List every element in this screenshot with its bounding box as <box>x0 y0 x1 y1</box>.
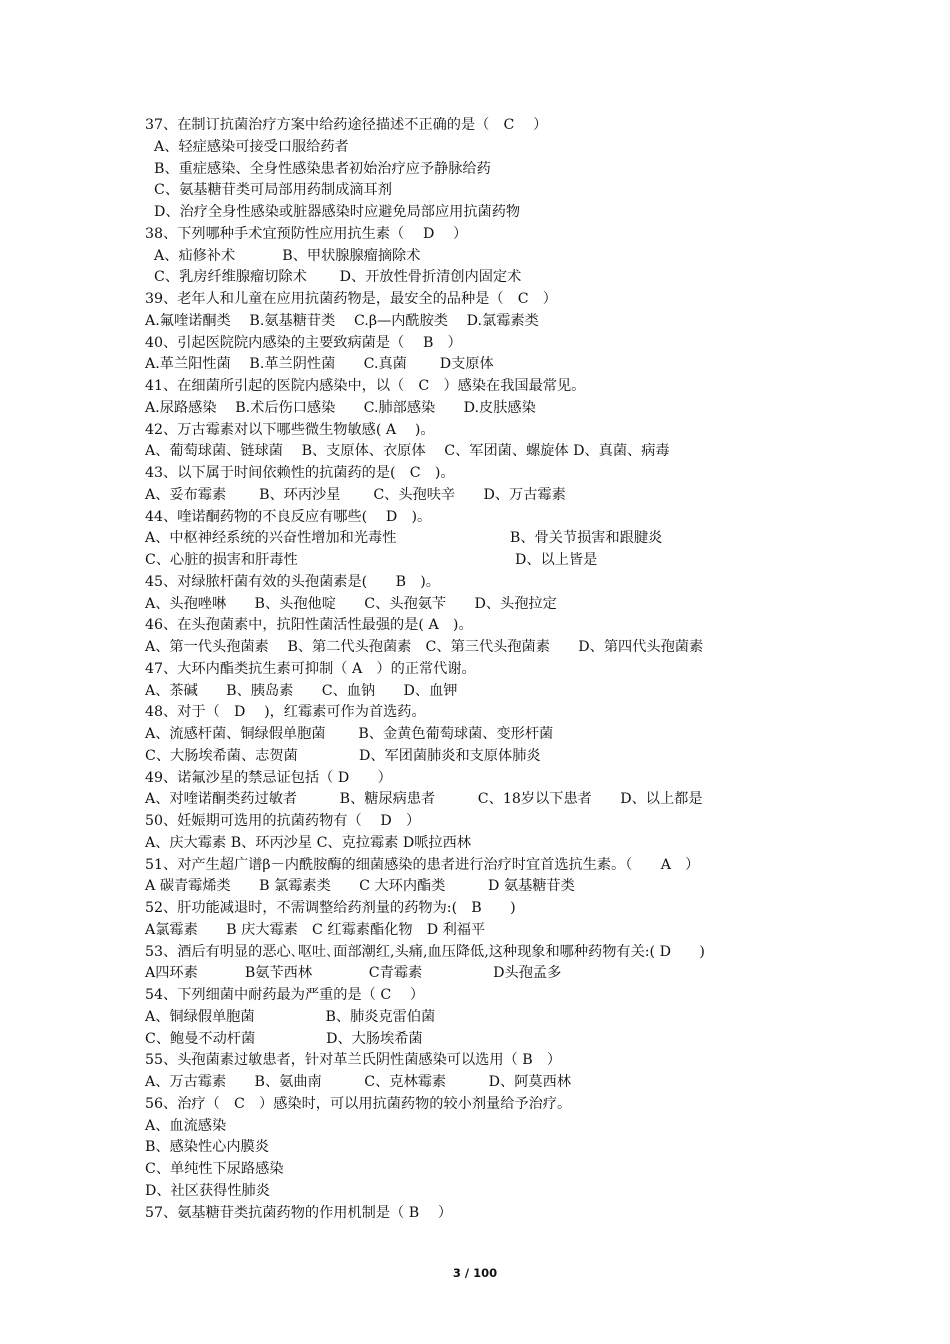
option-text: C、鲍曼不动杆菌 D、大肠埃希菌 <box>145 1030 423 1047</box>
option-text: C、氨基糖苷类可局部用药制成滴耳剂 <box>145 182 392 199</box>
question-text: 52、肝功能减退时，不需调整给药剂量的药物为:( B ) <box>145 900 516 916</box>
option-text: A.氟喹诺酮类 B.氨基糖苷类 C.β—内酰胺类 D.氯霉素类 <box>145 312 539 329</box>
question-text: 49、诺氟沙星的禁忌证包括（ D ） <box>145 769 392 786</box>
question-text: 51、对产生超广谱β－内酰胺酶的细菌感染的患者进行治疗时宜首选抗生素。（ A ） <box>145 856 700 873</box>
option-text: C、心脏的损害和肝毒性 D、以上皆是 <box>145 552 598 568</box>
option-text: A、头孢唑啉 B、头孢他啶 C、头孢氨苄 D、头孢拉定 <box>145 595 557 612</box>
question-text: 45、对绿脓杆菌有效的头孢菌素是( B )。 <box>145 573 440 590</box>
option-text: C、乳房纤维腺瘤切除术 D、开放性骨折清创内固定术 <box>145 269 522 286</box>
question-text: 37、在制订抗菌治疗方案中给药途径描述不正确的是（ C ） <box>145 117 548 133</box>
option-text: A四环素 B氨苄西林 C青霉素 D头孢孟多 <box>145 965 562 982</box>
question-text: 56、治疗（ C ）感染时，可以用抗菌药物的较小剂量给予治疗。 <box>145 1095 572 1112</box>
question-text: 55、头孢菌素过敏患者，针对革兰氏阴性菌感染可以选用（ B ） <box>145 1052 562 1069</box>
option-text: A、第一代头孢菌素 B、第二代头孢菌素 C、第三代头孢菌素 D、第四代头孢菌素 <box>145 639 704 655</box>
option-text: A、葡萄球菌、链球菌 B、支原体、衣原体 C、军团菌、螺旋体 D、真菌、病毒 <box>145 443 670 460</box>
option-text: A.尿路感染 B.术后伤口感染 C.肺部感染 D.皮肤感染 <box>145 399 536 416</box>
question-text: 42、万古霉素对以下哪些微生物敏感( A )。 <box>145 421 435 438</box>
question-text: 54、下列细菌中耐药最为严重的是（ C ） <box>145 987 425 1003</box>
question-text: 46、在头孢菌素中，抗阳性菌活性最强的是( A )。 <box>145 617 473 634</box>
option-text: D、社区获得性肺炎 <box>145 1182 270 1199</box>
question-text: 40、引起医院院内感染的主要致病菌是（ B ） <box>145 334 462 351</box>
option-text: A、茶碱 B、胰岛素 C、血钠 D、血钾 <box>145 682 458 699</box>
option-text: A、对喹诺酮类药过敏者 B、糖尿病患者 C、18岁以下患者 D、以上都是 <box>145 791 703 808</box>
option-text: C、单纯性下尿路感染 <box>145 1161 284 1177</box>
option-text: A、轻症感染可接受口服给药者 <box>145 138 349 155</box>
page-number: 3 / 100 <box>452 1266 498 1280</box>
question-text: 53、酒后有明显的恶心､呕吐､面部潮红,头痛,血压降低,这种现象和哪种药物有关:( D ) <box>145 943 705 960</box>
option-text: B、重症感染、全身性感染患者初始治疗应予静脉给药 <box>145 160 491 177</box>
question-text: 48、对于（ D )，红霉素可作为首选药。 <box>145 704 426 721</box>
option-text: A、血流感染 <box>145 1117 227 1134</box>
question-text: 39、老年人和儿童在应用抗菌药物是，最安全的品种是（ C ） <box>145 291 557 307</box>
option-text: A、万古霉素 B、氨曲南 C、克林霉素 D、阿莫西林 <box>145 1074 571 1090</box>
option-text: A、庆大霉素 B、环丙沙星 C、克拉霉素 D哌拉西林 <box>145 834 471 851</box>
option-text: A、妥布霉素 B、环丙沙星 C、头孢呋辛 D、万古霉素 <box>145 486 566 503</box>
question-text: 50、妊娠期可选用的抗菌药物有（ D ） <box>145 813 421 829</box>
question-text: 47、大环内酯类抗生素可抑制（ A ）的正常代谢。 <box>145 660 476 677</box>
question-text: 43、以下属于时间依赖性的抗菌药的是( C )。 <box>145 465 455 481</box>
option-text: A氯霉素 B 庆大霉素 C 红霉素酯化物 D 利福平 <box>145 921 486 938</box>
question-text: 38、下列哪种手术宜预防性应用抗生素（ D ） <box>145 225 468 242</box>
option-text: A.革兰阳性菌 B.革兰阴性菌 C.真菌 D支原体 <box>145 356 494 373</box>
document-body <box>145 115 845 1224</box>
question-text: 44、喹诺酮药物的不良反应有哪些( D )。 <box>145 508 432 525</box>
option-text: A、中枢神经系统的兴奋性增加和光毒性 B、骨关节损害和跟腱炎 <box>145 530 663 547</box>
option-text: D、治疗全身性感染或脏器感染时应避免局部应用抗菌药物 <box>145 204 521 220</box>
option-text: B、感染性心内膜炎 <box>145 1139 269 1156</box>
question-text: 41、在细菌所引起的医院内感染中，以（ C ）感染在我国最常见。 <box>145 378 586 394</box>
option-text: A、疝修补术 B、甲状腺腺瘤摘除术 <box>145 247 421 264</box>
question-text: 57、氨基糖苷类抗菌药物的作用机制是（ B ） <box>145 1204 453 1221</box>
option-text: C、大肠埃希菌、志贺菌 D、军团菌肺炎和支原体肺炎 <box>145 747 541 764</box>
option-text: A、铜绿假单胞菌 B、肺炎克雷伯菌 <box>145 1008 436 1025</box>
option-text: A 碳青霉烯类 B 氯霉素类 C 大环内酯类 D 氨基糖苷类 <box>145 878 575 895</box>
option-text: A、流感杆菌、铜绿假单胞菌 B、金黄色葡萄球菌、变形杆菌 <box>145 726 554 742</box>
